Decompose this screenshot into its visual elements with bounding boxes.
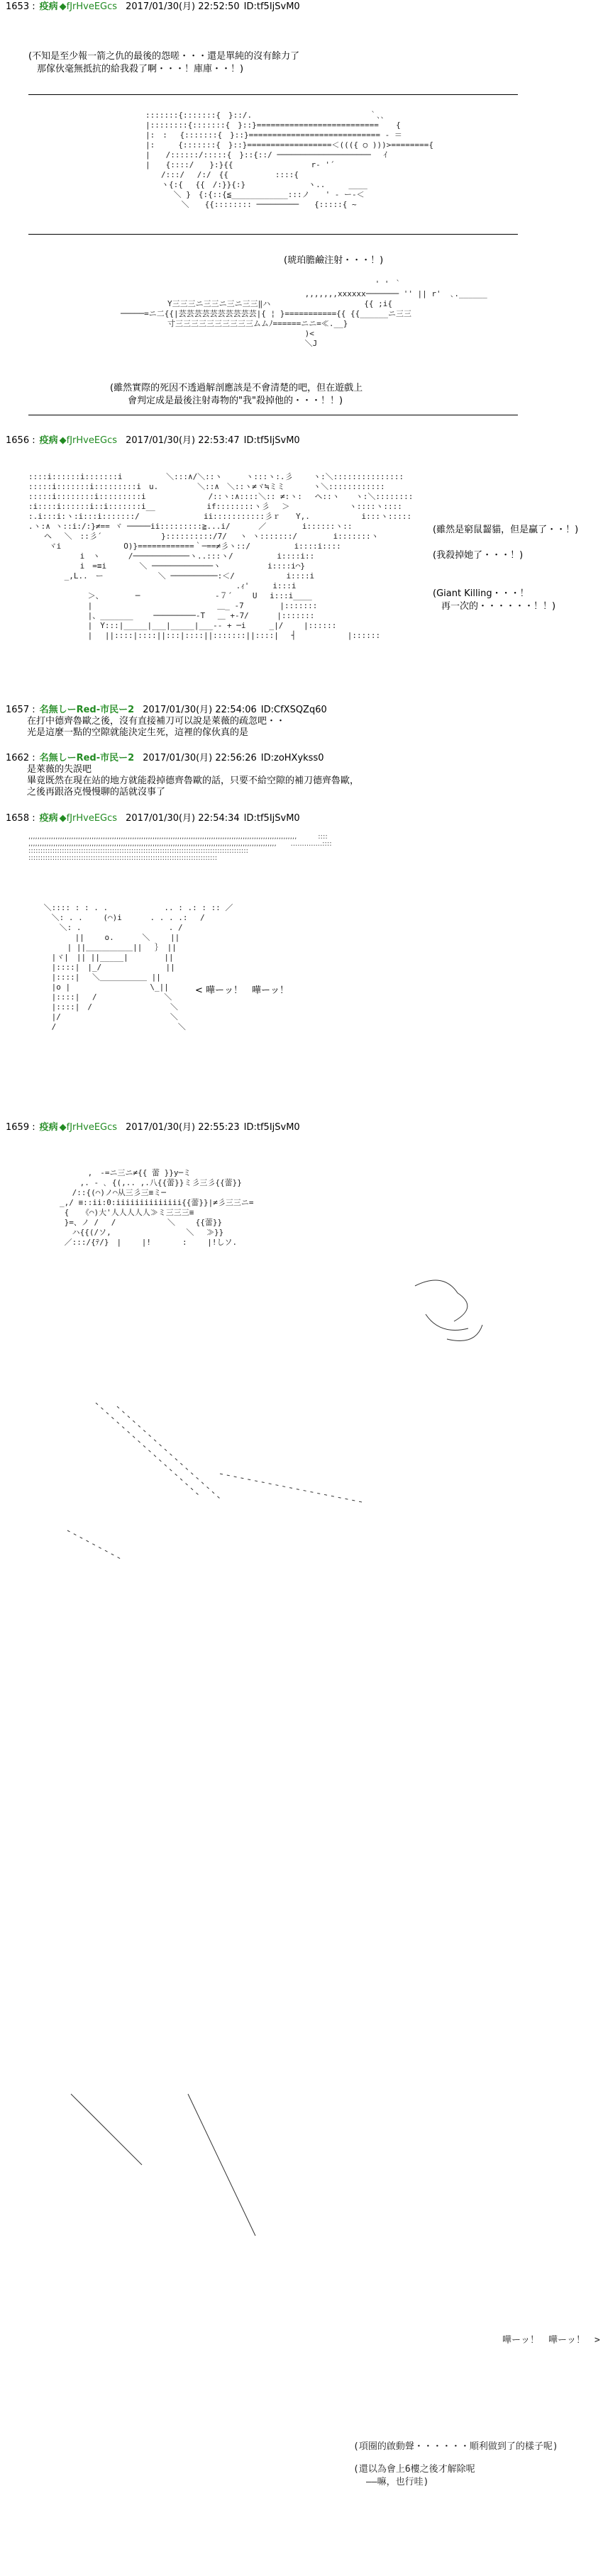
post-1656-line-2: (我殺掉她了・・・！) [433, 550, 524, 561]
divider-top [28, 94, 518, 95]
post-number: 1653 : [6, 1, 35, 12]
post-1657-line-2: 光是這麼一點的空隙就能決定生死，這裡的傢伙真的是 [27, 727, 249, 738]
post-number: 1662 : [6, 753, 35, 763]
post-id[interactable]: ID:tf5IjSvM0 [243, 1, 300, 12]
post-1658-line-1: < 嘩ーッ！ 嘩ーッ！ [195, 985, 289, 996]
poster-trip: ◆fJrHveEGcs [59, 435, 118, 446]
poster-trip: ◆fJrHveEGcs [59, 813, 118, 824]
post-1653-syringe-caption: (琥珀膽鹼注射・・・！) [284, 255, 384, 266]
post-header-1653 [6, 1, 300, 13]
poster-trip: ◆fJrHveEGcs [59, 1, 118, 12]
post-date: 2017/01/30(月) 22:54:34 [126, 813, 240, 824]
post-number: 1657 : [6, 705, 35, 715]
poster-name[interactable]: 疫病 [39, 1, 58, 12]
post-id[interactable]: ID:zoHXykss0 [260, 753, 324, 763]
post-1656-line-4: 再一次的・・・・・・！！) [441, 601, 556, 612]
post-1659-line-3: (還以為會上6樓之後才解除呢 [353, 2464, 475, 2475]
post-1653-line-4: 會判定成是最後注射毒物的"我"殺掉他的・・・！！) [128, 396, 343, 406]
post-1653-line-1: (不知是至少報一箭之仇的最後的怨嗟・・・還是單純的沒有餘力了 [28, 51, 300, 62]
post-id[interactable]: ID:tf5IjSvM0 [243, 1122, 300, 1133]
post-number: 1659 : [6, 1122, 35, 1133]
poster-name[interactable]: 疫病 [39, 435, 58, 446]
post-1653-line-3: (雖然實際的死因不透過解剖應該是不會清楚的吧，但在遊戲上 [110, 383, 363, 393]
post-date: 2017/01/30(月) 22:55:23 [126, 1122, 240, 1133]
post-header-1659 [6, 1122, 300, 1133]
bubble-text: (({ ○ )) [344, 140, 382, 150]
poster-trip: ◆fJrHveEGcs [59, 1122, 118, 1133]
post-id[interactable]: ID:tf5IjSvM0 [243, 813, 300, 824]
ascii-art-character: , -=ニ三ニ≠{{ 蕾 }}y─ミ ,. - ､ {(,.. ,.八{{蕾}}ミ彡三彡{{蕾}} /::{(⌒)ノ⌒从三彡三≡ミ─ _,/ ≡::ii:0:iiiiiiiiiiiiii{{蕾}}|≠彡三三ニ= { 《⌒)大'人人人人人≫ミ三三三≡ }=、ノ / / ＼ {{蕾}} ハ{{(/ソ, ＼ ≫}} ／:::/{ﾃ/} | |! : |!しソ. 嘩ーッ！ 嘩ーッ！ > (項圈的啟動聲・・・・・・順利做到了的樣子呢) (還以為會上6樓之後才解除呢 ——嘛，也行哇) [28, 1158, 254, 1367]
ascii-art-tower: ＼:::: : : . . .. : .: : :: ／ ＼: . . (⌒)i . . . .: / ＼: . . / || o. ＼ || | ||＿＿＿＿＿＿|| ｝ || |ヾ| || ||_____| || |::::| |_/ || |::::| ＼＿＿＿＿＿＿ || |o | \_|| |::::| / ＼ |::::| / ＼ |/ ＼ / ＼ [43, 903, 233, 1031]
post-header-1662 [6, 753, 324, 764]
post-id[interactable]: ID:tf5IjSvM0 [243, 435, 300, 446]
post-1659-line-4: ——嘛，也行哇) [366, 2477, 429, 2487]
poster-name[interactable]: 疫病 [39, 813, 58, 824]
divider-mid [28, 234, 518, 235]
post-1662-line-3: 之後再跟洛克慢慢聊的話就沒事了 [27, 787, 166, 797]
post-id[interactable]: ID:CfXSQZq60 [260, 705, 327, 715]
poster-name[interactable]: 名無しーRed-市民ー2 [39, 705, 135, 715]
ascii-art-face: ::::i::::::i:::::::i ＼:::∧/＼::ヽ ヽ:::ヽ:.彡 ヽ:＼::::::::::::::: :::::i:::::::i:::::::::i u. ＼::∧ ＼::ヽ≠ヾ≒ミミ ヽ＼:::::::::::: :::::i::::::::i:::::::::i /::ヽ:∧::::＼:: ≠:ヽ: ヘ::ヽ ヽ:＼:::::::: :i::::i::::::i::i:::::::i__ if::::::::ヽ彡 ＞ ヽ::::ヽ:::: :.i:::i:ヽ:i:::i:::::::/ ii:::::::::::彡ｒ Y,. i:::ヽ::::: .ヽ:∧ ヽ::i:/:}≠== ヾ ─────ii:::::::::≧...i/ ／ i::::::ヽ:: ヘ ＼ ::彡´ }::::::::::/7/ ヽ ヽ:::::::/ i:::::::ヽ ヾi O)}============｀─==≠彡ヽ::/ i::::i:::: i ヽ /────────────ヽ..:::ヽ/ i::::i:: i =≡i ＼ ─────────────ヽ i::::i⌒} _,L.. ー ＼ ──────────:＜/ i::::i .ｨ' i:::i ＞、 ─ -７´ U i:::i____ | ＿_ -7 |::::::: |、_______ ─────────-T ＿ +-7/ |::::::: | Y:::|_____|___|_____|___-- + ─i _|/ |:::::: | ||::::|::::||:::|::::||:::::::||::::| ┤ |:::::: [28, 472, 414, 640]
post-1662-line-1: 是萊薇的失誤吧 [27, 764, 92, 775]
post-1657-line-1: 在打中德齊魯歐之後，沒有直接補刀可以說是萊薇的疏忽吧・・ [27, 716, 286, 727]
post-number: 1658 : [6, 813, 35, 824]
post-date: 2017/01/30(月) 22:54:06 [143, 705, 257, 715]
poster-name[interactable]: 名無しーRed-市民ー2 [39, 753, 135, 763]
post-header-1658 [6, 813, 300, 824]
post-header-1656 [6, 435, 300, 447]
poster-name[interactable]: 疫病 [39, 1122, 58, 1133]
post-1659-line-2: (項圈的啟動聲・・・・・・順利做到了的樣子呢) [353, 2441, 558, 2452]
dotted-texture: ,,,,,,,,,,,,,,,,,,,,,,,,,,,,,,,,,,,,,,,,,,,,,,,,,,,,,,,,,,,,,,,,,,,,,,,,,,,,,,,,,,,,,,,,,,,,,,,,,,,,,,,,,,,,,,,,,,,,,,, :::: ,,,,,,,,,,,,,,,,,,,,,,,,,,,,,,,,,,,,,,,,,,,,,,,,,,,,,,,,,,,,,,,,,,,,,,,,,,,,,,,,,,,,,,,,,,,,,,,,,,,,,,,,,,,,,, ..............:::: :::::::::::::::::::::::::::::::::::::::::::::::::::::::::::::::::::::::::::::::::::::::::::: ::::::::::::::::::::::::::::::::::::::::::::::::::::::::::::::::::::::::::::::: [28, 833, 332, 862]
post-1659-line-1: 嘩ーッ！ 嘩ーッ！ > [502, 2335, 600, 2346]
ascii-art-gun: :::::::{:::::::{ }::/. ｀､､ |::::::::{:::::::{ }::}========================== { |: : {:::::::{ }::}============================ ‐ ＝ |: {:::::::{ }::}==================＜((({ ○ )))>========{ | /::::::/:::::{ }::{::/ ──────────────────── ｲ | {::::/ }:}{{ r‐ '´ /:::/ /:/ {{ ::::{ ヽ{:{ {{ /:}}{:} ヽ.. ____ ＼ } {:{::{≦____________:::ノ ' ‐ ー-＜ ＼ {{:::::::: ───────── {:::::{ ~ [145, 111, 434, 209]
ascii-art-syringe: ' ' ｀ ,,,,,,,xxxxxx─────── '' || r' ､.______ Y三三三ニ三三ニ三ニ三三‖ハ {{ ;i{ ─────=ニ二{{|芸芸芸芸芸芸芸芸芸芸|{ ¦ }==========={{ {{______ニ三三 寸三三三三三三三三三三ムムﾉ======ニニ=≪.__} )< ＼J [121, 279, 487, 348]
post-date: 2017/01/30(月) 22:56:26 [143, 753, 257, 763]
post-date: 2017/01/30(月) 22:53:47 [126, 435, 240, 446]
post-header-1657 [6, 705, 327, 716]
post-date: 2017/01/30(月) 22:52:50 [126, 1, 240, 12]
decorative-lines [28, 1158, 603, 2576]
post-number: 1656 : [6, 435, 35, 446]
post-1656-line-3: (Giant Killing・・・！ [433, 588, 529, 599]
post-1662-line-2: 畢竟既然在現在站的地方就能殺掉德齊魯歐的話，只要不給空隙的補刀德齊魯歐， [27, 775, 360, 786]
post-1653-line-2: 那傢伙毫無抵抗的給我殺了啊・・・！庫庫・・！) [37, 64, 244, 74]
post-1656-line-1: (雖然是窮鼠齧貓，但是贏了・・！) [433, 525, 579, 535]
bubble-text: {{ 蕾 }} [138, 1168, 174, 1177]
